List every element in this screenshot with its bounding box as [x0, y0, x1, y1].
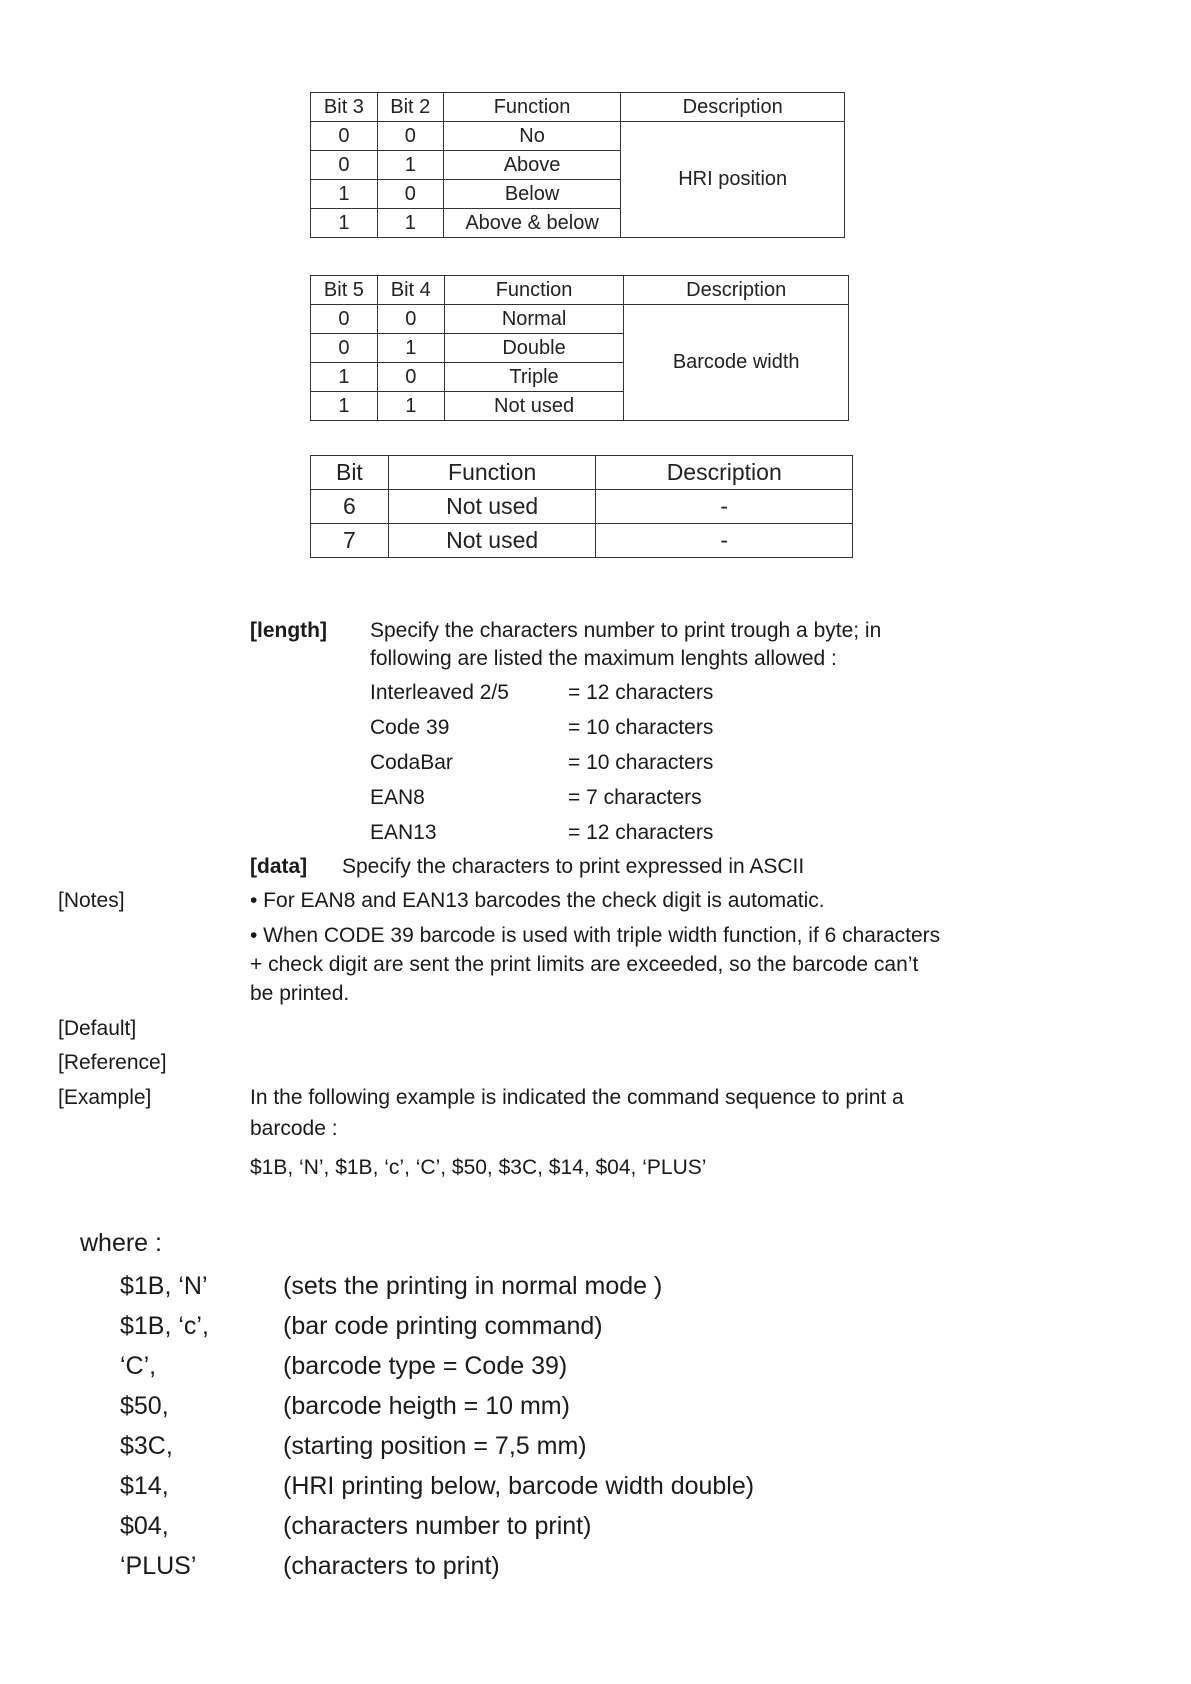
table-row: 7 Not used - — [311, 524, 853, 558]
table-row: 1 0 Triple — [311, 363, 849, 392]
table-row: 0 0 No HRI position — [311, 122, 845, 151]
where-code: $1B, ‘c’, — [120, 1312, 209, 1340]
reference-label: [Reference] — [58, 1051, 167, 1074]
barcode-width-description-cell: Barcode width — [624, 305, 849, 421]
table-row: 0 1 Above — [311, 151, 845, 180]
where-code: ‘PLUS’ — [120, 1552, 197, 1580]
note-ean-check-digit: • For EAN8 and EAN13 barcodes the check digit is automatic. — [250, 889, 825, 912]
length-item-value: = 7 characters — [568, 786, 702, 809]
header-description: Description — [621, 93, 845, 122]
header-function: Function — [444, 276, 624, 305]
length-item-name: EAN8 — [370, 786, 425, 809]
table-row: 1 1 Not used — [311, 392, 849, 421]
where-code: $04, — [120, 1512, 169, 1540]
where-description: (HRI printing below, barcode width double) — [283, 1472, 755, 1500]
header-bit5: Bit 5 — [311, 276, 378, 305]
length-item-value: = 12 characters — [568, 821, 714, 844]
header-bit4: Bit 4 — [377, 276, 444, 305]
length-item-value: = 12 characters — [568, 681, 714, 704]
header-bit: Bit — [311, 456, 389, 490]
length-item-name: Code 39 — [370, 716, 450, 739]
hri-position-table — [310, 92, 845, 238]
data-label: [data] — [250, 855, 308, 878]
where-code: $50, — [120, 1392, 169, 1420]
length-label: [length] — [250, 619, 327, 642]
where-description: (bar code printing command) — [283, 1312, 603, 1340]
example-text-line1: In the following example is indicated the command sequence to print a — [250, 1086, 904, 1109]
length-description-line2: following are listed the maximum lenghts allowed : — [370, 647, 837, 670]
barcode-width-table — [310, 275, 849, 421]
where-title: where : — [80, 1229, 162, 1257]
header-function: Function — [443, 93, 621, 122]
table-row: 0 1 Double — [311, 334, 849, 363]
default-label: [Default] — [58, 1017, 137, 1040]
where-description: (characters number to print) — [283, 1512, 592, 1540]
where-description: (sets the printing in normal mode ) — [283, 1272, 663, 1300]
where-code: $1B, ‘N’ — [120, 1272, 208, 1300]
example-label: [Example] — [58, 1086, 152, 1109]
length-description-line1: Specify the characters number to print trough a byte; in — [370, 619, 882, 642]
where-code: $3C, — [120, 1432, 173, 1460]
note-code39-line2: + check digit are sent the print limits are exceeded, so the barcode can’t — [250, 953, 919, 976]
where-description: (characters to print) — [283, 1552, 500, 1580]
length-item-name: CodaBar — [370, 751, 453, 774]
table-row: 1 0 Below — [311, 180, 845, 209]
header-function: Function — [388, 456, 596, 490]
table-row: 0 0 Normal Barcode width — [311, 305, 849, 334]
table-row: 1 1 Above & below — [311, 209, 845, 238]
example-text-line2: barcode : — [250, 1117, 338, 1140]
note-code39-line1: • When CODE 39 barcode is used with triple width function, if 6 characters — [250, 924, 941, 947]
header-bit3: Bit 3 — [311, 93, 378, 122]
hri-description-cell: HRI position — [621, 122, 845, 238]
where-description: (barcode type = Code 39) — [283, 1352, 568, 1380]
where-code: ‘C’, — [120, 1352, 157, 1380]
length-item-value: = 10 characters — [568, 751, 714, 774]
unused-bits-table — [310, 455, 853, 558]
header-description: Description — [596, 456, 853, 490]
length-item-value: = 10 characters — [568, 716, 714, 739]
header-description: Description — [624, 276, 849, 305]
header-bit2: Bit 2 — [377, 93, 443, 122]
length-item-name: EAN13 — [370, 821, 437, 844]
length-item-name: Interleaved 2/5 — [370, 681, 509, 704]
notes-label: [Notes] — [58, 889, 125, 912]
example-command-sequence: $1B, ‘N’, $1B, ‘c’, ‘C’, $50, $3C, $14, $04, ‘PLUS’ — [250, 1156, 707, 1179]
table-row: 6 Not used - — [311, 490, 853, 524]
where-description: (starting position = 7,5 mm) — [283, 1432, 587, 1460]
data-description: Specify the characters to print expressed in ASCII — [342, 855, 805, 878]
note-code39-line3: be printed. — [250, 982, 350, 1005]
where-code: $14, — [120, 1472, 169, 1500]
where-description: (barcode heigth = 10 mm) — [283, 1392, 570, 1420]
